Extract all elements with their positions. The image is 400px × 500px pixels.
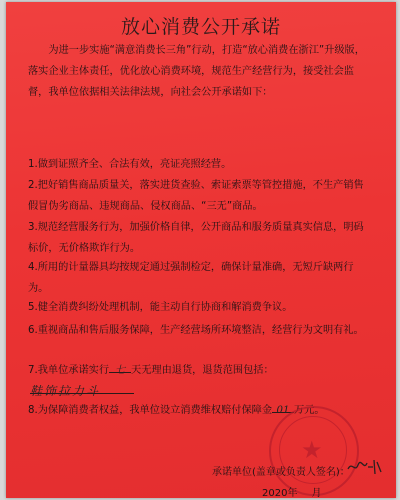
item-7 <box>28 360 368 403</box>
handwritten-signature <box>346 457 382 477</box>
commitment-document <box>6 2 396 498</box>
item-5: 5.健全消费纠纷处理机制，能主动自行协商和解消费争议。 <box>28 302 293 313</box>
item-1: 1.做到证照齐全、合法有效，亮证亮照经营。 <box>28 159 232 170</box>
intro-paragraph: 为进一步实施“满意消费长三角”行动，打造“放心消费在浙江”升级版，落实企业主体责任，优化放心消费环境，规范生产经营行为，接受社会监督，我单位依据相关法律法规，向社会公开承诺如下： <box>28 45 365 98</box>
item-7-scope-field <box>30 381 134 398</box>
item-6: 6.重视商品和售后服务保障，生产经营场所环境整洁，经营行为文明有礼。 <box>28 325 364 336</box>
date-year: 2020年 <box>262 488 298 498</box>
signer-label: 承诺单位(盖章或负责人签名)： <box>212 467 350 478</box>
document-title: 放心消费公开承诺 <box>120 16 281 38</box>
seal-star-icon: ★ <box>301 436 323 464</box>
item-2: 2.把好销售商品质量关，落实进货查验、索证索票等管控措施，不生产销售假冒伪劣商品、违规商品、侵权商品、“三无”商品。 <box>28 180 364 212</box>
item-8-amount: 01 <box>276 405 290 416</box>
item-8-prefix: 8.为保障消费者权益，我单位设立消费维权赔付保障金 <box>28 405 273 416</box>
item-4: 4.所用的计量器具均按规定通过强制检定，确保计量准确，无短斤缺两行为。 <box>28 262 354 294</box>
item-7-mid: 天无理由退货，退货范围包括： <box>131 365 274 376</box>
item-8-suffix: 万元。 <box>294 405 325 416</box>
item-7-scope: 鞋饰拉力斗 <box>30 384 101 398</box>
item-7-prefix: 7.我单位承诺实行 <box>28 365 110 376</box>
item-7-days: 七 <box>114 365 126 376</box>
item-3: 3.规范经营服务行为，加强价格自律，公开商品和服务质量真实信息，明码标价，无价格欺诈行为。 <box>28 222 364 254</box>
date-month-suffix: 月 <box>311 488 322 498</box>
item-7-days-field <box>109 360 131 376</box>
date-line <box>262 484 321 498</box>
company-seal-stamp <box>269 406 359 496</box>
